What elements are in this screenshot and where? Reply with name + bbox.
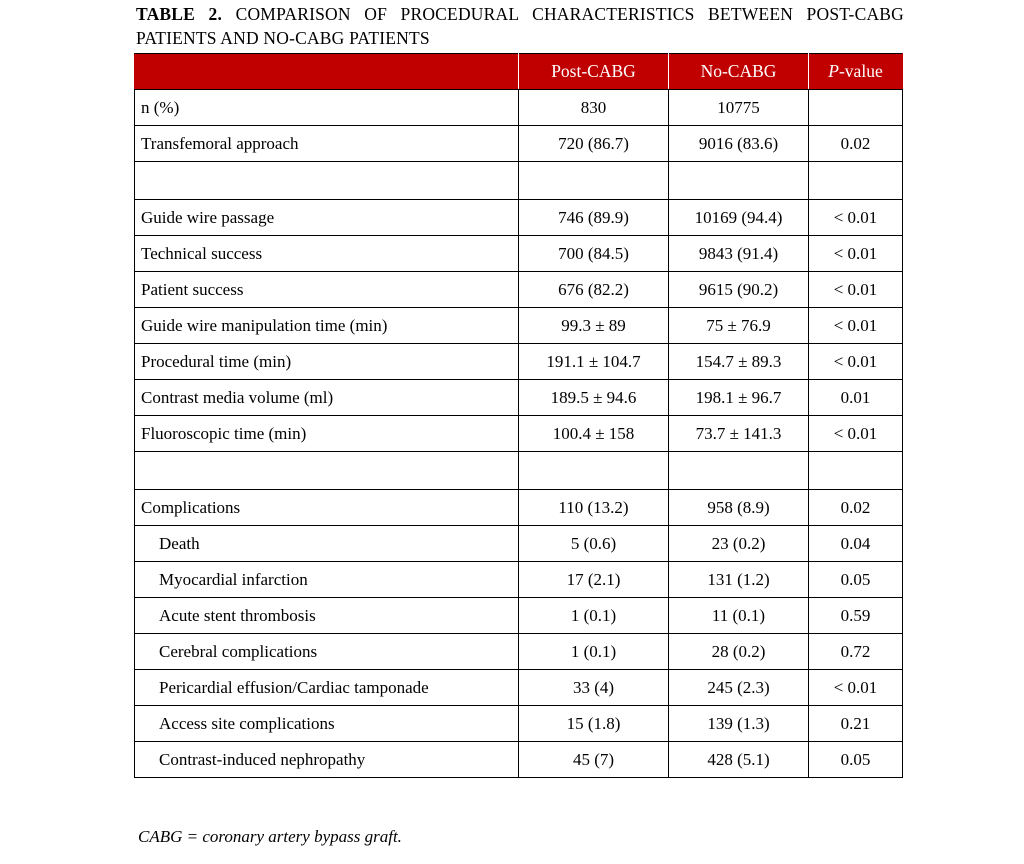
table-caption: COMPARISON OF PROCEDURAL CHARACTERISTICS BETWEEN POST-CABG PATIENTS AND NO-CABG PATIENTS [136,4,904,48]
cell-p-value: 0.59 [809,598,903,634]
row-label: Guide wire manipulation time (min) [135,308,519,344]
cell-post-cabg: 720 (86.7) [519,126,669,162]
table-row [135,344,903,380]
row-label: Myocardial infarction [135,562,519,598]
column-header-p-value [809,54,903,90]
cell-no-cabg: 9615 (90.2) [669,272,809,308]
cell-post-cabg: 17 (2.1) [519,562,669,598]
row-label: Acute stent thrombosis [135,598,519,634]
table-footnote: CABG = coronary artery bypass graft. [138,827,402,846]
page-title [136,2,904,50]
cell-p-value: 0.05 [809,742,903,778]
table-header [135,54,903,90]
table-row [135,126,903,162]
table-row [135,490,903,526]
cell-post-cabg: 191.1 ± 104.7 [519,344,669,380]
table-row [135,598,903,634]
row-label: Access site complications [135,706,519,742]
cell-no-cabg [669,452,809,490]
cell-p-value: < 0.01 [809,344,903,380]
cell-p-value: 0.05 [809,562,903,598]
table-row [135,236,903,272]
cell-p-value: < 0.01 [809,670,903,706]
cell-post-cabg: 45 (7) [519,742,669,778]
row-label: Cerebral complications [135,634,519,670]
table-row [135,634,903,670]
cell-p-value: < 0.01 [809,236,903,272]
cell-post-cabg: 5 (0.6) [519,526,669,562]
row-label: n (%) [135,90,519,126]
cell-no-cabg: 428 (5.1) [669,742,809,778]
cell-post-cabg: 746 (89.9) [519,200,669,236]
table-row [135,526,903,562]
cell-p-value: 0.21 [809,706,903,742]
row-label [135,162,519,200]
cell-p-value: < 0.01 [809,308,903,344]
table-row [135,380,903,416]
row-label: Procedural time (min) [135,344,519,380]
cell-post-cabg: 1 (0.1) [519,634,669,670]
cell-no-cabg: 28 (0.2) [669,634,809,670]
cell-no-cabg: 131 (1.2) [669,562,809,598]
table-header-row [135,54,903,90]
cell-no-cabg [669,162,809,200]
column-header-post-cabg: Post-CABG [519,54,669,90]
cell-post-cabg: 15 (1.8) [519,706,669,742]
cell-p-value [809,452,903,490]
row-label [135,452,519,490]
row-label: Patient success [135,272,519,308]
cell-p-value: < 0.01 [809,272,903,308]
cell-p-value: 0.02 [809,126,903,162]
cell-post-cabg [519,162,669,200]
cell-no-cabg: 245 (2.3) [669,670,809,706]
table-row [135,90,903,126]
row-label: Pericardial effusion/Cardiac tamponade [135,670,519,706]
cell-no-cabg: 10775 [669,90,809,126]
row-label: Fluoroscopic time (min) [135,416,519,452]
cell-no-cabg: 154.7 ± 89.3 [669,344,809,380]
cell-post-cabg: 99.3 ± 89 [519,308,669,344]
cell-post-cabg: 676 (82.2) [519,272,669,308]
table-spacer-row [135,452,903,490]
row-label: Complications [135,490,519,526]
table-row [135,308,903,344]
cell-no-cabg: 75 ± 76.9 [669,308,809,344]
cell-post-cabg: 700 (84.5) [519,236,669,272]
cell-p-value [809,162,903,200]
cell-p-value: 0.72 [809,634,903,670]
cell-p-value: 0.04 [809,526,903,562]
comparison-table-wrapper [134,53,902,778]
cell-no-cabg: 23 (0.2) [669,526,809,562]
table-row [135,416,903,452]
table-number: TABLE 2. [136,4,223,24]
table-row [135,670,903,706]
cell-no-cabg: 73.7 ± 141.3 [669,416,809,452]
cell-no-cabg: 9843 (91.4) [669,236,809,272]
p-value-italic-prefix: P [828,61,839,81]
row-label: Contrast-induced nephropathy [135,742,519,778]
table-spacer-row [135,162,903,200]
cell-post-cabg: 33 (4) [519,670,669,706]
cell-p-value: 0.02 [809,490,903,526]
cell-no-cabg: 198.1 ± 96.7 [669,380,809,416]
cell-p-value [809,90,903,126]
cell-post-cabg: 1 (0.1) [519,598,669,634]
cell-post-cabg [519,452,669,490]
cell-no-cabg: 9016 (83.6) [669,126,809,162]
comparison-table [134,53,903,778]
column-header-no-cabg: No-CABG [669,54,809,90]
cell-p-value: < 0.01 [809,416,903,452]
p-value-suffix: -value [838,61,883,81]
cell-p-value: < 0.01 [809,200,903,236]
table-body [135,90,903,778]
cell-no-cabg: 11 (0.1) [669,598,809,634]
row-label: Contrast media volume (ml) [135,380,519,416]
table-row [135,742,903,778]
cell-post-cabg: 110 (13.2) [519,490,669,526]
cell-post-cabg: 830 [519,90,669,126]
table-row [135,562,903,598]
cell-post-cabg: 100.4 ± 158 [519,416,669,452]
cell-p-value: 0.01 [809,380,903,416]
cell-no-cabg: 958 (8.9) [669,490,809,526]
cell-no-cabg: 139 (1.3) [669,706,809,742]
row-label: Guide wire passage [135,200,519,236]
row-label: Technical success [135,236,519,272]
table-row [135,706,903,742]
column-header-label [135,54,519,90]
table-row [135,200,903,236]
table-row [135,272,903,308]
row-label: Transfemoral approach [135,126,519,162]
cell-no-cabg: 10169 (94.4) [669,200,809,236]
cell-post-cabg: 189.5 ± 94.6 [519,380,669,416]
row-label: Death [135,526,519,562]
